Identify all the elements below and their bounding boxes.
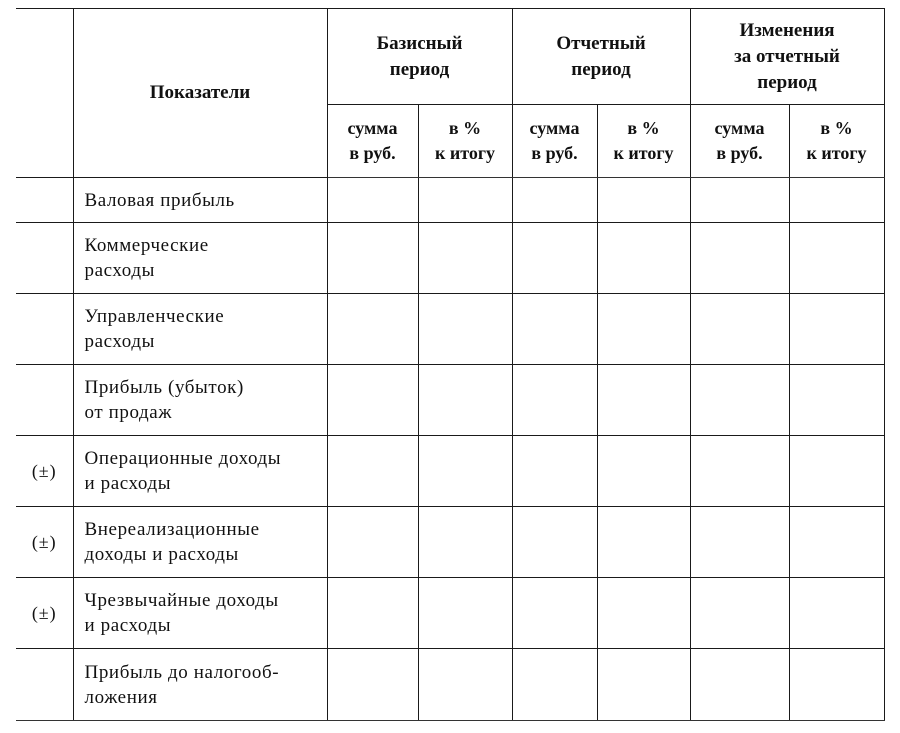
sub-label: в % (820, 118, 853, 138)
table-cell (327, 649, 418, 721)
table-cell (690, 578, 789, 649)
table-cell (418, 578, 512, 649)
row-label-line: Внереализационные (84, 519, 260, 540)
report-period-line1: Отчетный (556, 32, 646, 54)
table-cell (327, 436, 418, 507)
financial-results-table (16, 8, 885, 721)
report-period-header (512, 9, 690, 105)
report-pct-header (597, 105, 690, 178)
table-cell (690, 649, 789, 721)
table-cell (327, 578, 418, 649)
table-cell (789, 507, 884, 578)
table-cell (789, 649, 884, 721)
table-row (16, 436, 884, 507)
row-label-line: расходы (84, 260, 155, 281)
changes-line3: период (757, 71, 817, 93)
sub-label: сумма (529, 118, 580, 138)
row-label-line: доходы и расходы (84, 544, 239, 565)
sub-label: к итогу (613, 143, 674, 163)
sub-label: в руб. (349, 143, 396, 163)
row-label-line: и расходы (84, 473, 172, 494)
row-label-line: Операционные доходы (84, 448, 282, 469)
sub-label: в руб. (716, 143, 763, 163)
changes-line1: Изменения (739, 19, 835, 41)
row-label-line: расходы (84, 331, 155, 352)
sub-label: сумма (714, 118, 765, 138)
table-cell (418, 178, 512, 223)
table-row (16, 507, 884, 578)
indicators-header-label: Показатели (149, 82, 251, 103)
table-cell (789, 178, 884, 223)
base-period-line1: Базисный (376, 32, 463, 54)
table-cell (512, 578, 597, 649)
table-cell (789, 436, 884, 507)
row-label (73, 649, 327, 721)
row-sign: (±) (16, 578, 73, 649)
table-cell (690, 507, 789, 578)
table-cell (512, 365, 597, 436)
table-cell (690, 365, 789, 436)
table-cell (418, 223, 512, 294)
table-cell (418, 507, 512, 578)
sign-header-cell (16, 9, 73, 178)
base-sum-header (327, 105, 418, 178)
table-cell (597, 649, 690, 721)
row-label (73, 178, 327, 223)
table-cell (418, 365, 512, 436)
table-cell (690, 436, 789, 507)
table-row (16, 578, 884, 649)
row-label (73, 507, 327, 578)
row-label-line: Управленческие (84, 306, 225, 327)
row-sign: (±) (16, 436, 73, 507)
row-label-line: ложения (84, 686, 158, 708)
table-cell (597, 223, 690, 294)
row-label-line: и расходы (84, 615, 172, 636)
table-cell (597, 294, 690, 365)
row-label-line: Прибыль до налогооб- (84, 661, 280, 683)
row-sign (16, 223, 73, 294)
table-cell (597, 578, 690, 649)
table-cell (597, 178, 690, 223)
table-cell (597, 436, 690, 507)
row-sign (16, 649, 73, 721)
table-row (16, 294, 884, 365)
row-label (73, 436, 327, 507)
base-period-line2: период (389, 58, 450, 80)
sub-label: в % (627, 118, 660, 138)
row-label-line: от продаж (84, 402, 173, 423)
table-cell (789, 294, 884, 365)
row-sign (16, 294, 73, 365)
row-sign (16, 365, 73, 436)
table-cell (418, 436, 512, 507)
table-cell (789, 223, 884, 294)
table-cell (418, 649, 512, 721)
report-period-line2: период (571, 58, 631, 80)
table-cell (512, 223, 597, 294)
sub-label: сумма (347, 118, 398, 138)
table-cell (327, 507, 418, 578)
table-cell (512, 436, 597, 507)
table-row (16, 365, 884, 436)
sub-label: к итогу (806, 143, 867, 163)
changes-sum-header (690, 105, 789, 178)
table-cell (327, 365, 418, 436)
table-cell (327, 178, 418, 223)
row-label (73, 365, 327, 436)
indicators-header (73, 9, 327, 178)
table-cell (327, 294, 418, 365)
table-row (16, 178, 884, 223)
table-row (16, 223, 884, 294)
table-cell (512, 178, 597, 223)
row-label-line: Коммерческие (84, 235, 209, 256)
sub-label: к итогу (434, 143, 496, 163)
sub-label: в руб. (531, 143, 578, 163)
table-cell (512, 507, 597, 578)
table-cell (597, 507, 690, 578)
changes-header (690, 9, 884, 105)
table-cell (512, 649, 597, 721)
changes-line2: за отчетный (734, 45, 840, 67)
table-cell (789, 365, 884, 436)
table-cell (327, 223, 418, 294)
row-label (73, 223, 327, 294)
row-label-line: Прибыль (убыток) (84, 377, 244, 398)
table-cell (789, 578, 884, 649)
base-period-header (327, 9, 512, 105)
table-cell (690, 223, 789, 294)
row-label (73, 294, 327, 365)
row-sign: (±) (16, 507, 73, 578)
table-row (16, 649, 884, 721)
base-pct-header (418, 105, 512, 178)
report-sum-header (512, 105, 597, 178)
row-label-line: Валовая прибыль (84, 189, 235, 211)
table-cell (597, 365, 690, 436)
table-cell (690, 294, 789, 365)
changes-pct-header (789, 105, 884, 178)
row-label-line: Чрезвычайные доходы (84, 590, 279, 611)
row-sign (16, 178, 73, 223)
table-cell (690, 178, 789, 223)
table-cell (512, 294, 597, 365)
sub-label: в % (448, 118, 482, 138)
row-label (73, 578, 327, 649)
table-cell (418, 294, 512, 365)
